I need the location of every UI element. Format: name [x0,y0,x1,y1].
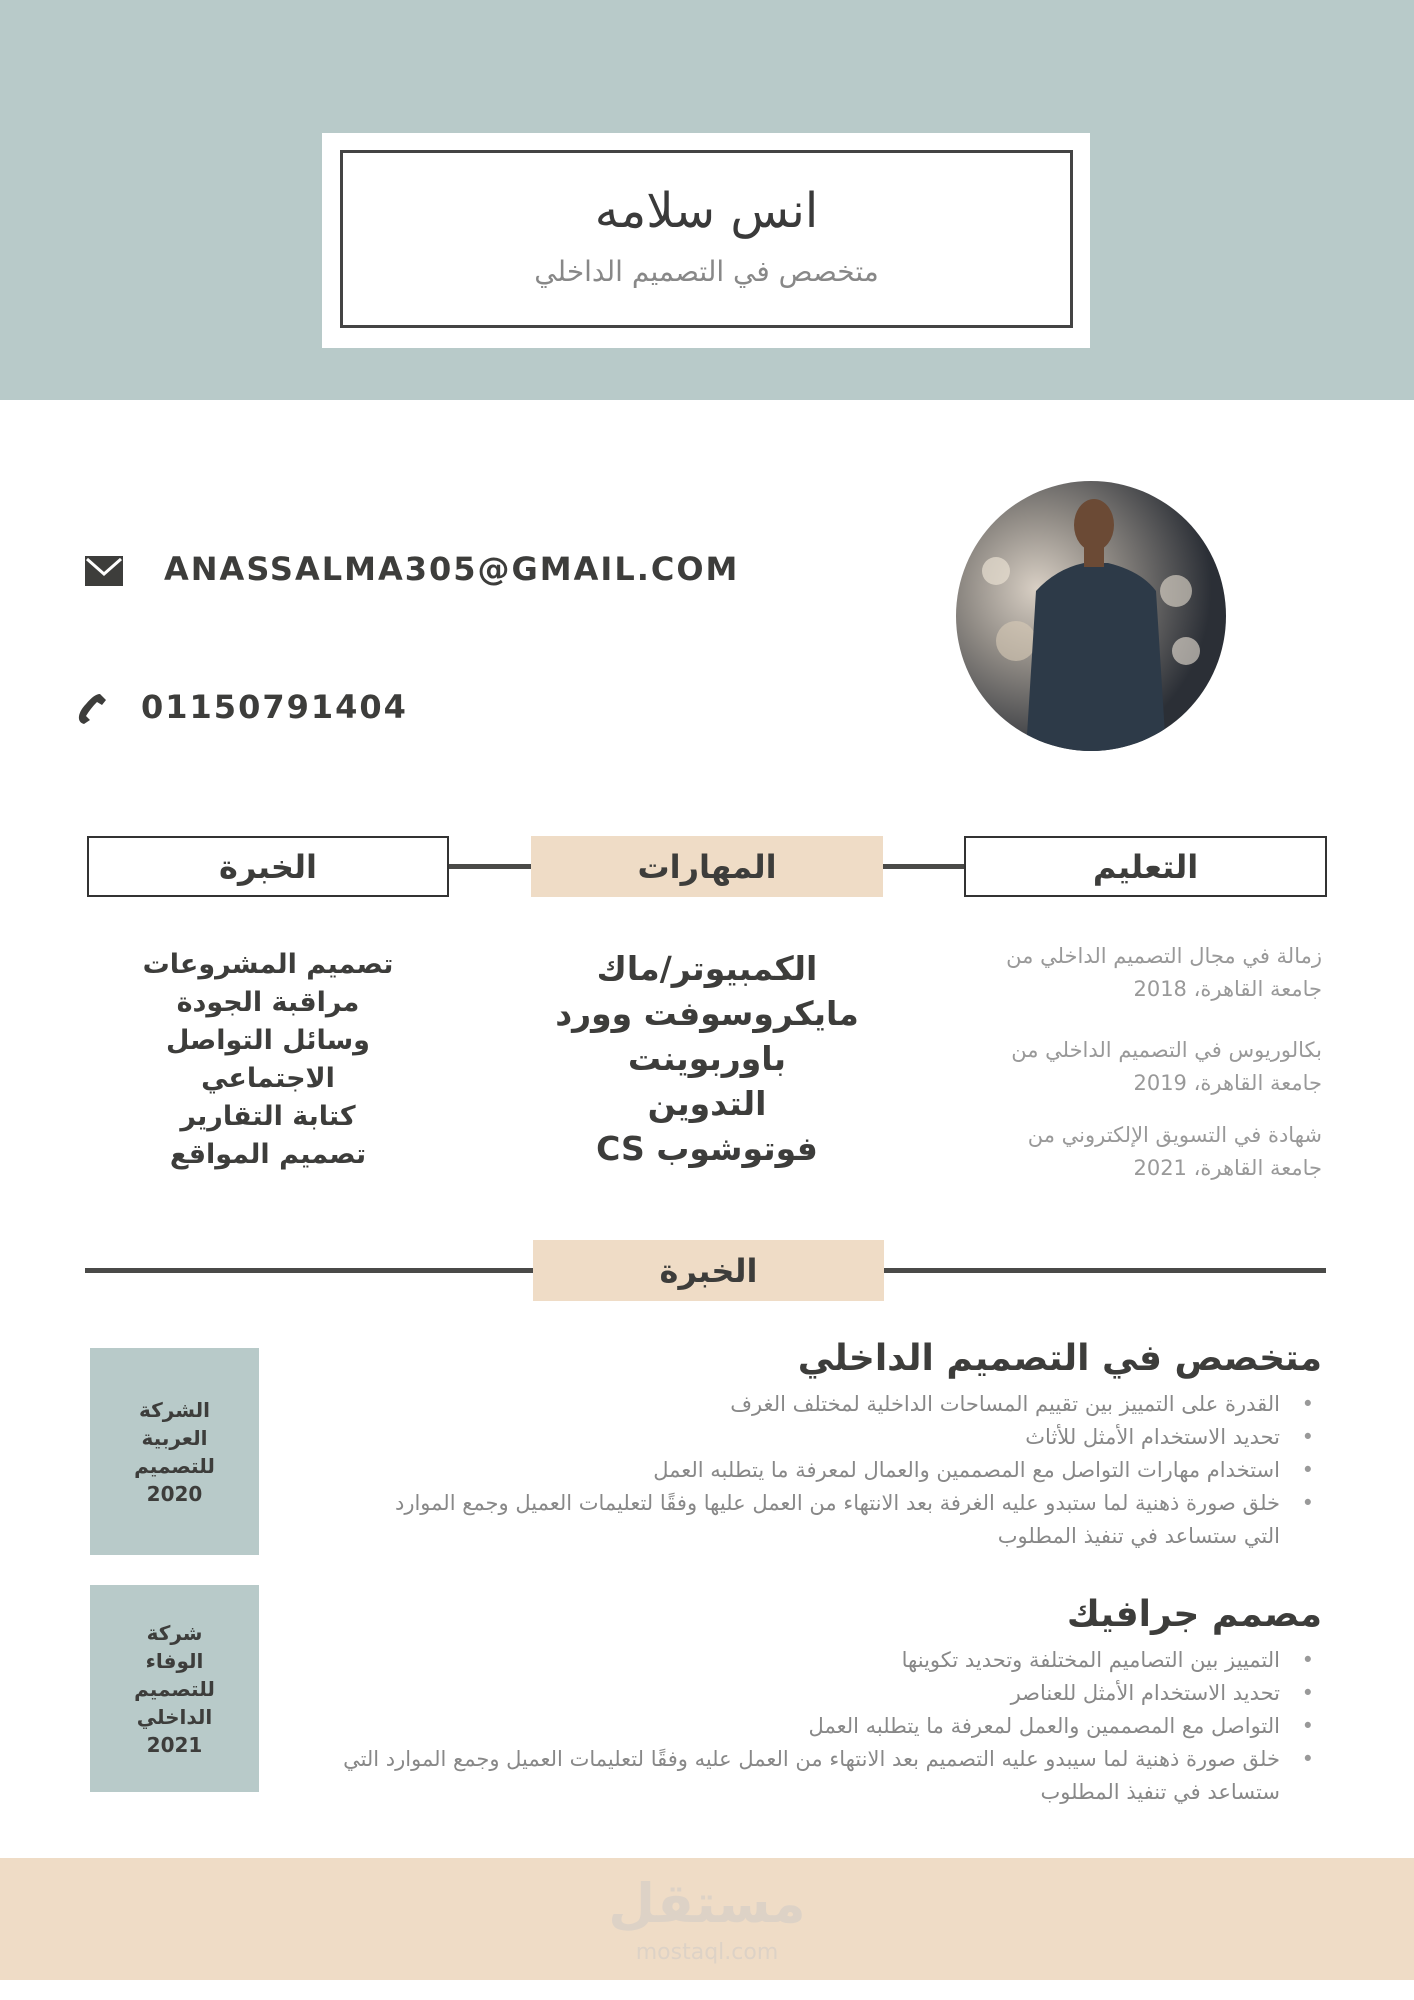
job-subtitle: متخصص في التصميم الداخلي [534,255,879,288]
email-link[interactable]: ANASSALMA305@GMAIL.COM [164,550,740,588]
list-item: • خلق صورة ذهنية لما سيبدو عليه التصميم بعد الانتهاء من العمل عليه وفقًا لتعليمات العميل وجمع الموارد التي ستساعد في تنفيذ المطلوب [300,1743,1302,1809]
company-name: الوفاء [145,1648,204,1673]
connector-line [449,864,531,869]
watermark-logo: مستقل [608,1872,806,1935]
list-item: • التمييز بين التصاميم المختلفة وتحديد تكوينها [300,1644,1302,1677]
company-name: شركة [146,1620,203,1645]
list-item: مايكروسوفت وورد [555,994,859,1033]
company-name: العربية [141,1425,208,1450]
list-item: • تحديد الاستخدام الأمثل للأثاث [360,1421,1302,1454]
section-skills-header: المهارات [531,836,883,897]
list-item: كتابة التقارير [180,1101,356,1132]
education-item [930,1119,1322,1185]
phone-icon [74,692,108,730]
connector-line [883,864,964,869]
experience-skills-list [108,946,428,1174]
watermark-url: mostaql.com [635,1940,779,1965]
company-name: الداخلي [136,1704,213,1729]
section-education-header: التعليم [964,836,1327,897]
list-item: تصميم المشروعات [142,949,394,980]
list-item: الكمبيوتر/ماك [596,949,818,988]
footer-band [0,1858,1414,1980]
section-experience-main-header: الخبرة [533,1240,884,1301]
person-name: انس سلامه [594,183,819,239]
list-item: الاجتماعي [201,1063,335,1094]
job-title: مصمم جرافيك [1066,1594,1322,1635]
list-item: • القدرة على التمييز بين تقييم المساحات الداخلية لمختلف الغرف [360,1388,1302,1421]
company-name: الشركة [139,1397,210,1422]
envelope-icon [85,556,123,590]
skills-list [531,946,883,1171]
education-degree: زمالة في مجال التصميم الداخلي من [1006,944,1322,968]
phone-number[interactable]: 01150791404 [141,688,408,726]
education-degree: شهادة في التسويق الإلكتروني من [1027,1123,1322,1147]
list-item: التدوين [647,1084,767,1123]
list-item: • تحديد الاستخدام الأمثل للعناصر [300,1677,1302,1710]
company-box [90,1348,259,1555]
education-school: جامعة القاهرة، 2018 [1133,977,1322,1001]
company-year: 2020 [146,1481,203,1506]
list-item: باوربوينت [627,1039,787,1078]
education-item [930,1034,1322,1100]
list-item: • خلق صورة ذهنية لما ستبدو عليه الغرفة بعد الانتهاء من العمل عليها وفقًا لتعليمات العميل وجمع الموارد التي ستساعد في تنفيذ المطلوب [360,1487,1302,1553]
name-card-border [340,150,1073,328]
list-item: تصميم المواقع [169,1139,367,1170]
education-school: جامعة القاهرة، 2021 [1133,1156,1322,1180]
profile-photo [956,481,1226,751]
section-experience-header: الخبرة [87,836,449,897]
list-item: مراقبة الجودة [176,987,360,1018]
company-name: للتصميم [134,1453,215,1478]
company-year: 2021 [146,1732,203,1757]
education-school: جامعة القاهرة، 2019 [1133,1071,1322,1095]
education-degree: بكالوريوس في التصميم الداخلي من [1011,1038,1322,1062]
name-card [322,133,1090,348]
job-bullets [300,1644,1302,1809]
job-title: متخصص في التصميم الداخلي [797,1338,1322,1379]
list-item: • استخدام مهارات التواصل مع المصممين والعمال لمعرفة ما يتطلبه العمل [360,1454,1302,1487]
education-list [930,940,1322,1185]
education-item [930,940,1322,1006]
company-box [90,1585,259,1792]
list-item: فوتوشوب CS [596,1129,818,1168]
company-name: للتصميم [134,1676,215,1701]
list-item: • التواصل مع المصممين والعمل لمعرفة ما يتطلبه العمل [300,1710,1302,1743]
list-item: وسائل التواصل [166,1025,370,1056]
job-bullets [360,1388,1302,1553]
